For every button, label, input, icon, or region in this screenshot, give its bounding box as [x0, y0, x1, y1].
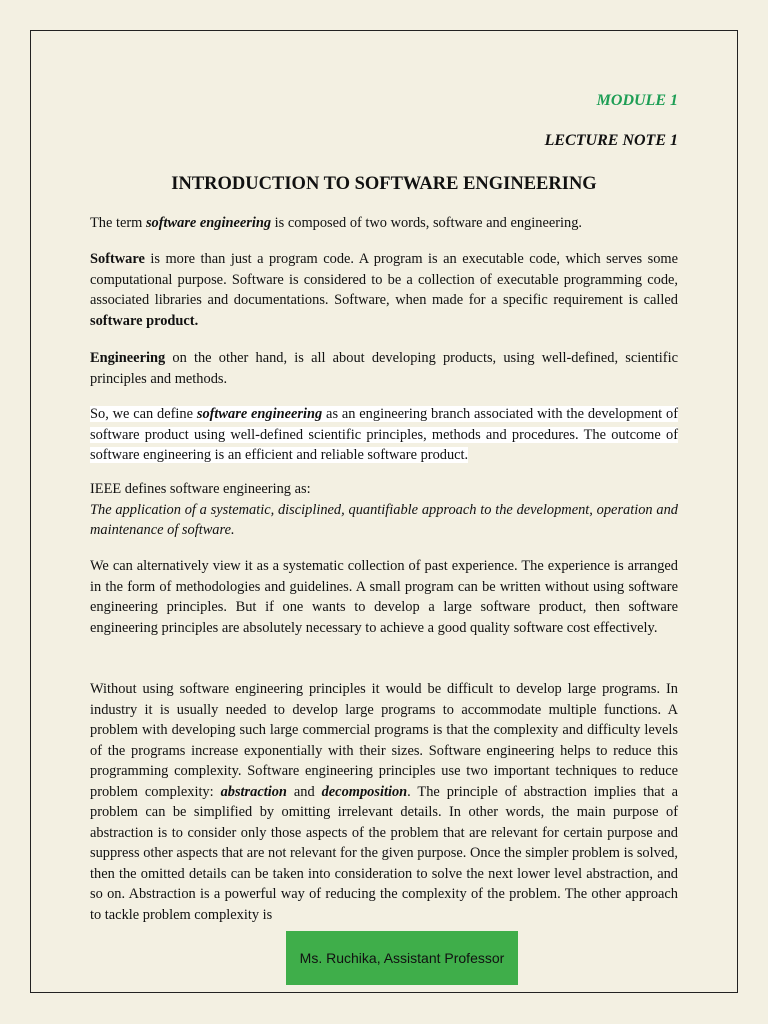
emphasis-term: software engineering: [196, 406, 323, 422]
emphasis-term: software engineering: [145, 215, 272, 231]
emphasis-term: decomposition: [321, 783, 408, 800]
ieee-intro: IEEE defines software engineering as:: [90, 481, 311, 497]
text-run: Without using software engineering principles it would be difficult to develop large programs. In industry it is usually needed to develop large programs to accommodate multiple functions. A problem with developing such large commercial programs is that the complexity and difficulty levels of the programs increase exponentially with their sizes. Software engineering helps to reduce this programming complexity. Software engineering principles use two important techniques to reduce problem complexity:: [90, 681, 678, 800]
emphasis-term: abstraction: [220, 783, 287, 800]
document-title: INTRODUCTION TO SOFTWARE ENGINEERING: [171, 174, 597, 194]
text-run: We can alternatively view it as a systematic collection of past experience. The experience is arranged in the form of methodologies and guidelines. A small program can be written without using software engineering principles. But if one wants to develop a large software product, then software engineering principles are absolutely necessary to achieve a good quality software cost effectively.: [90, 558, 678, 636]
text-run: and: [286, 783, 322, 800]
lecture-note-heading: LECTURE NOTE 1: [544, 132, 678, 149]
emphasis-term: Software: [90, 251, 145, 267]
paragraph-term-definition: [90, 213, 678, 234]
text-run: The term: [90, 215, 146, 231]
highlighted-text: [90, 406, 678, 463]
paragraph-definition: [90, 404, 678, 466]
paragraph-complexity: [90, 679, 678, 925]
emphasis-term: Engineering: [90, 350, 166, 366]
text-run: is more than just a program code. A program is an executable code, which serves some computational purpose. Software is considered to be a collection of executable programming code, associated libraries and documentations. Software, when made for a specific requirement is called: [90, 251, 678, 308]
text-run: as an engineering branch associated with the development of software product using well-defined scientific principles, methods and procedures. The outcome of software engineering is an efficient and reliable software product.: [90, 406, 678, 463]
text-run: on the other hand, is all about developing products, using well-defined, scientific principles and methods.: [90, 350, 678, 387]
paragraph-alternative-view: [90, 556, 678, 638]
text-run: is composed of two words, software and engineering.: [271, 215, 583, 231]
text-run: . The principle of abstraction implies that a problem can be simplified by omitting irrelevant details. In other words, the main purpose of abstraction is to consider only those aspects of the problem that are relevant for certain purpose and suppress other aspects that are not relevant for the given purpose. Once the simpler problem is solved, then the omitted details can be taken into consideration to solve the next lower level abstraction, and so on. Abstraction is a powerful way of reducing the complexity of the problem. The other approach to tackle problem complexity is: [90, 783, 678, 923]
paragraph-ieee-definition: [90, 479, 678, 541]
emphasis-term: software product.: [90, 312, 199, 329]
footer-author-box: [286, 931, 518, 985]
ieee-quote: The application of a systematic, disciplined, quantifiable approach to the development, operation and maintenance of software.: [90, 501, 678, 538]
module-heading: MODULE 1: [596, 92, 678, 109]
text-run: So, we can define: [90, 406, 197, 422]
footer-author: Ms. Ruchika, Assistant Professor: [299, 950, 505, 966]
paragraph-engineering: [90, 348, 678, 389]
paragraph-software: [90, 249, 678, 331]
